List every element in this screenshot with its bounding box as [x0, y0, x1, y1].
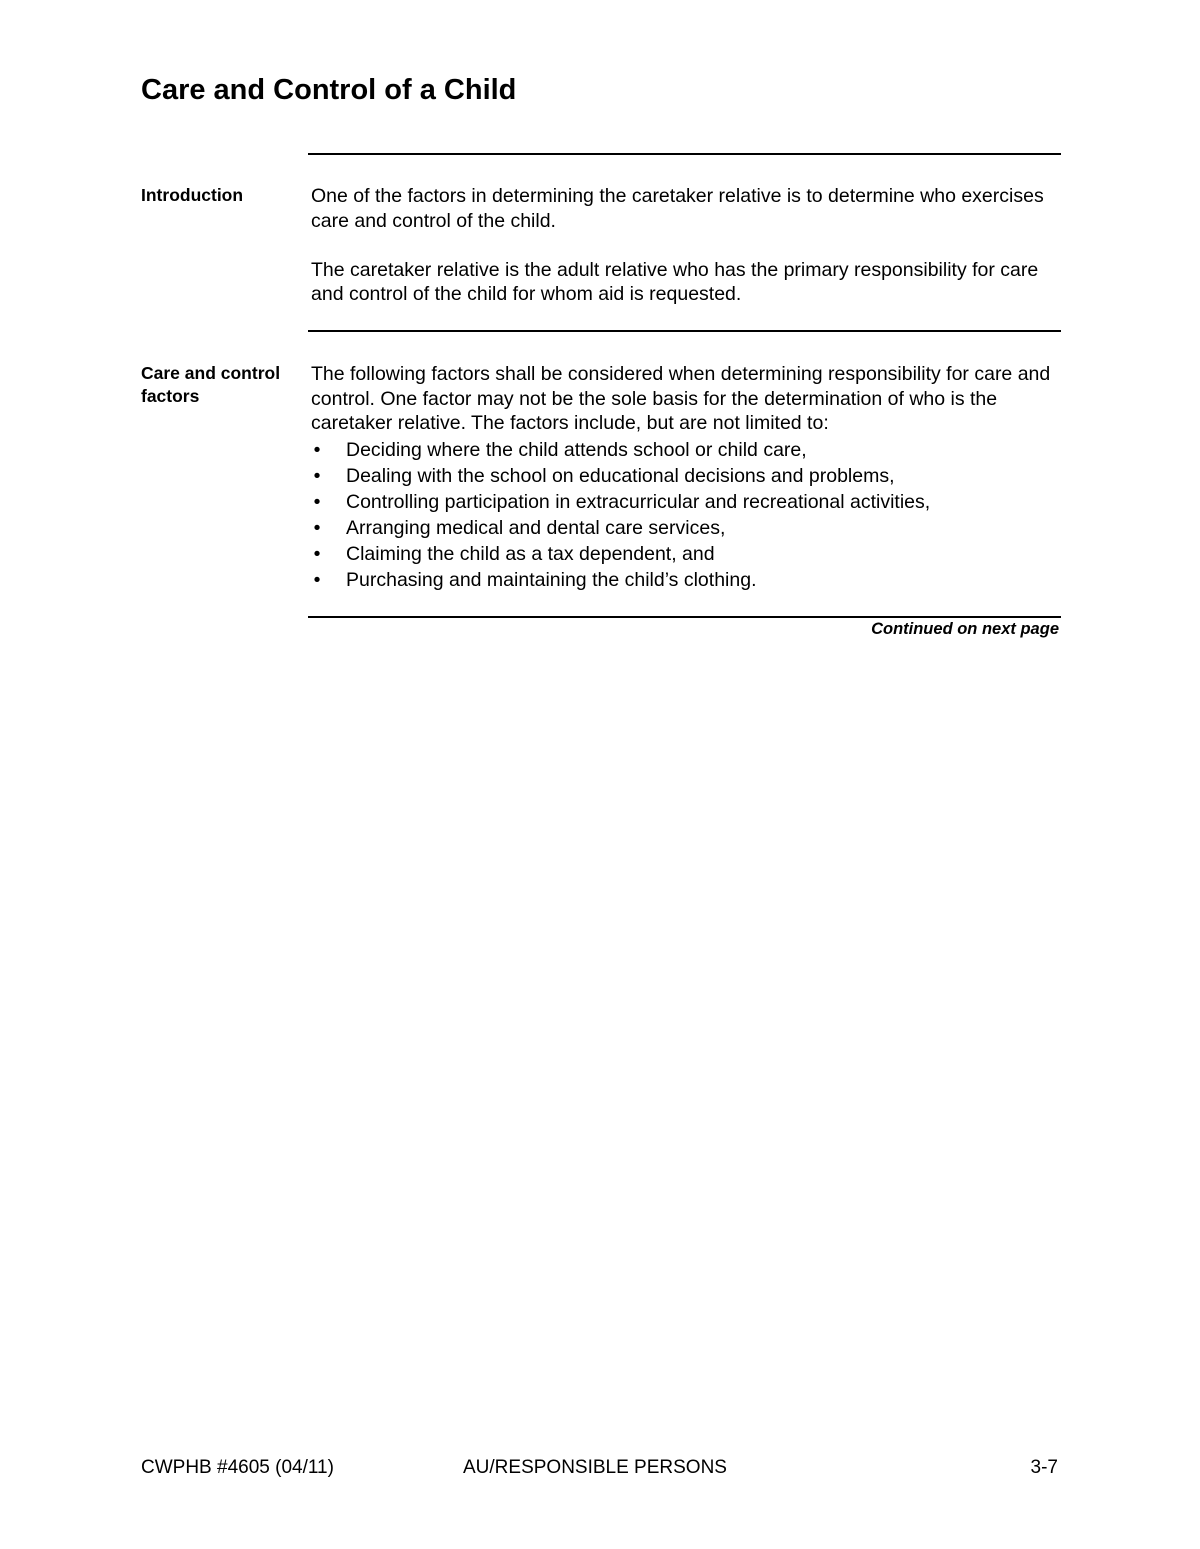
list-item	[311, 567, 1061, 593]
bullet-icon: •	[313, 516, 321, 539]
section-divider-top	[308, 153, 1061, 155]
factor-list	[311, 437, 1061, 593]
section-body-introduction	[311, 184, 1061, 307]
section-label-introduction: Introduction	[141, 185, 244, 205]
continued-note: Continued on next page	[871, 620, 1059, 638]
footer-chapter: AU/RESPONSIBLE PERSONS	[463, 1457, 727, 1478]
list-item-text: Arranging medical and dental care services,	[346, 516, 726, 539]
bullet-icon: •	[313, 490, 321, 513]
paragraph: The following factors shall be considered when determining responsibility for care and control. One factor may not be the sole basis for the determination of who is the caretaker relative. The factors include, but are not limited to:	[311, 363, 1051, 434]
list-item	[311, 489, 1061, 515]
list-item	[311, 515, 1061, 541]
paragraph: The caretaker relative is the adult relative who has the primary responsibility for care and control of the child for whom aid is requested.	[311, 258, 1039, 305]
list-item-text: Dealing with the school on educational decisions and problems,	[346, 464, 895, 487]
bullet-icon: •	[313, 438, 321, 461]
list-item-text: Deciding where the child attends school or child care,	[346, 438, 807, 461]
bullet-icon: •	[313, 464, 321, 487]
list-item	[311, 463, 1061, 489]
bullet-icon: •	[313, 542, 321, 565]
bullet-icon: •	[313, 568, 321, 591]
list-item-text: Controlling participation in extracurricular and recreational activities,	[346, 490, 931, 513]
footer-document-id: CWPHB #4605 (04/11)	[141, 1457, 334, 1478]
list-item	[311, 437, 1061, 463]
list-item	[311, 541, 1061, 567]
section-divider-middle	[308, 330, 1061, 332]
page-title: Care and Control of a Child	[141, 74, 517, 106]
list-item-text: Purchasing and maintaining the child’s clothing.	[346, 568, 757, 591]
section-body-care-and-control-factors	[311, 362, 1061, 593]
paragraph: One of the factors in determining the caretaker relative is to determine who exercises care and control of the child.	[311, 185, 1044, 232]
section-label-care-and-control-factors: Care and control factors	[141, 363, 281, 406]
list-item-text: Claiming the child as a tax dependent, and	[346, 542, 715, 565]
footer-page-number: 3-7	[1030, 1457, 1058, 1478]
section-divider-bottom	[308, 616, 1061, 618]
